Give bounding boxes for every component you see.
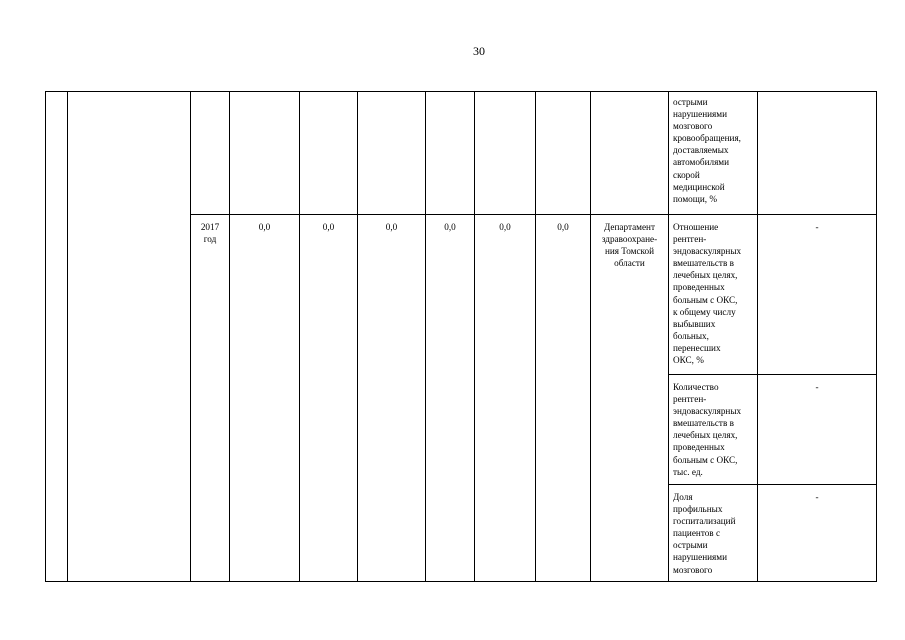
column-divider	[299, 91, 300, 582]
indicator-value: -	[815, 492, 819, 502]
column-divider	[474, 91, 475, 582]
column-divider	[668, 91, 669, 582]
year-cell: 2017 год	[200, 222, 220, 245]
indicator-name: Доля профильных госпитализаций пациентов с острыми нарушениями мозгового	[673, 492, 736, 575]
indicator-name-continued: острыми нарушениями мозгового кровообращения, доставляемых автомобилями скорой медицинской помощи, %	[673, 97, 741, 204]
column-divider	[425, 91, 426, 582]
column-divider	[190, 91, 191, 582]
column-divider	[357, 91, 358, 582]
value-cell: 0,0	[385, 222, 398, 232]
table-border-bottom	[45, 581, 877, 582]
column-divider	[535, 91, 536, 582]
value-cell: 0,0	[444, 222, 456, 232]
table-border-left	[45, 91, 46, 582]
table-border-right	[876, 91, 877, 582]
column-divider	[590, 91, 591, 582]
row-divider	[190, 214, 877, 215]
table-border-top	[45, 91, 877, 92]
indicator-value: -	[815, 382, 819, 392]
row-divider	[668, 374, 877, 375]
executor-cell: Департамент здравоохране- ния Томской области	[601, 222, 658, 269]
row-divider	[668, 484, 877, 485]
page-number: 30	[473, 44, 485, 58]
column-divider	[757, 91, 758, 582]
value-cell: 0,0	[258, 222, 271, 232]
indicator-name: Отношение рентген- эндоваскулярных вмешательств в лечебных целях, проведенных больным с ОКС, к общему числу выбывших больных, перенесших ОКС, %	[673, 222, 742, 366]
value-cell: 0,0	[322, 222, 335, 232]
indicator-name: Количество рентген- эндоваскулярных вмешательств в лечебных целях, проведенных больным с ОКС, тыс. ед.	[673, 382, 742, 477]
indicator-value: -	[815, 222, 819, 232]
value-cell: 0,0	[499, 222, 511, 232]
column-divider	[67, 91, 68, 582]
value-cell: 0,0	[557, 222, 569, 232]
column-divider	[229, 91, 230, 582]
